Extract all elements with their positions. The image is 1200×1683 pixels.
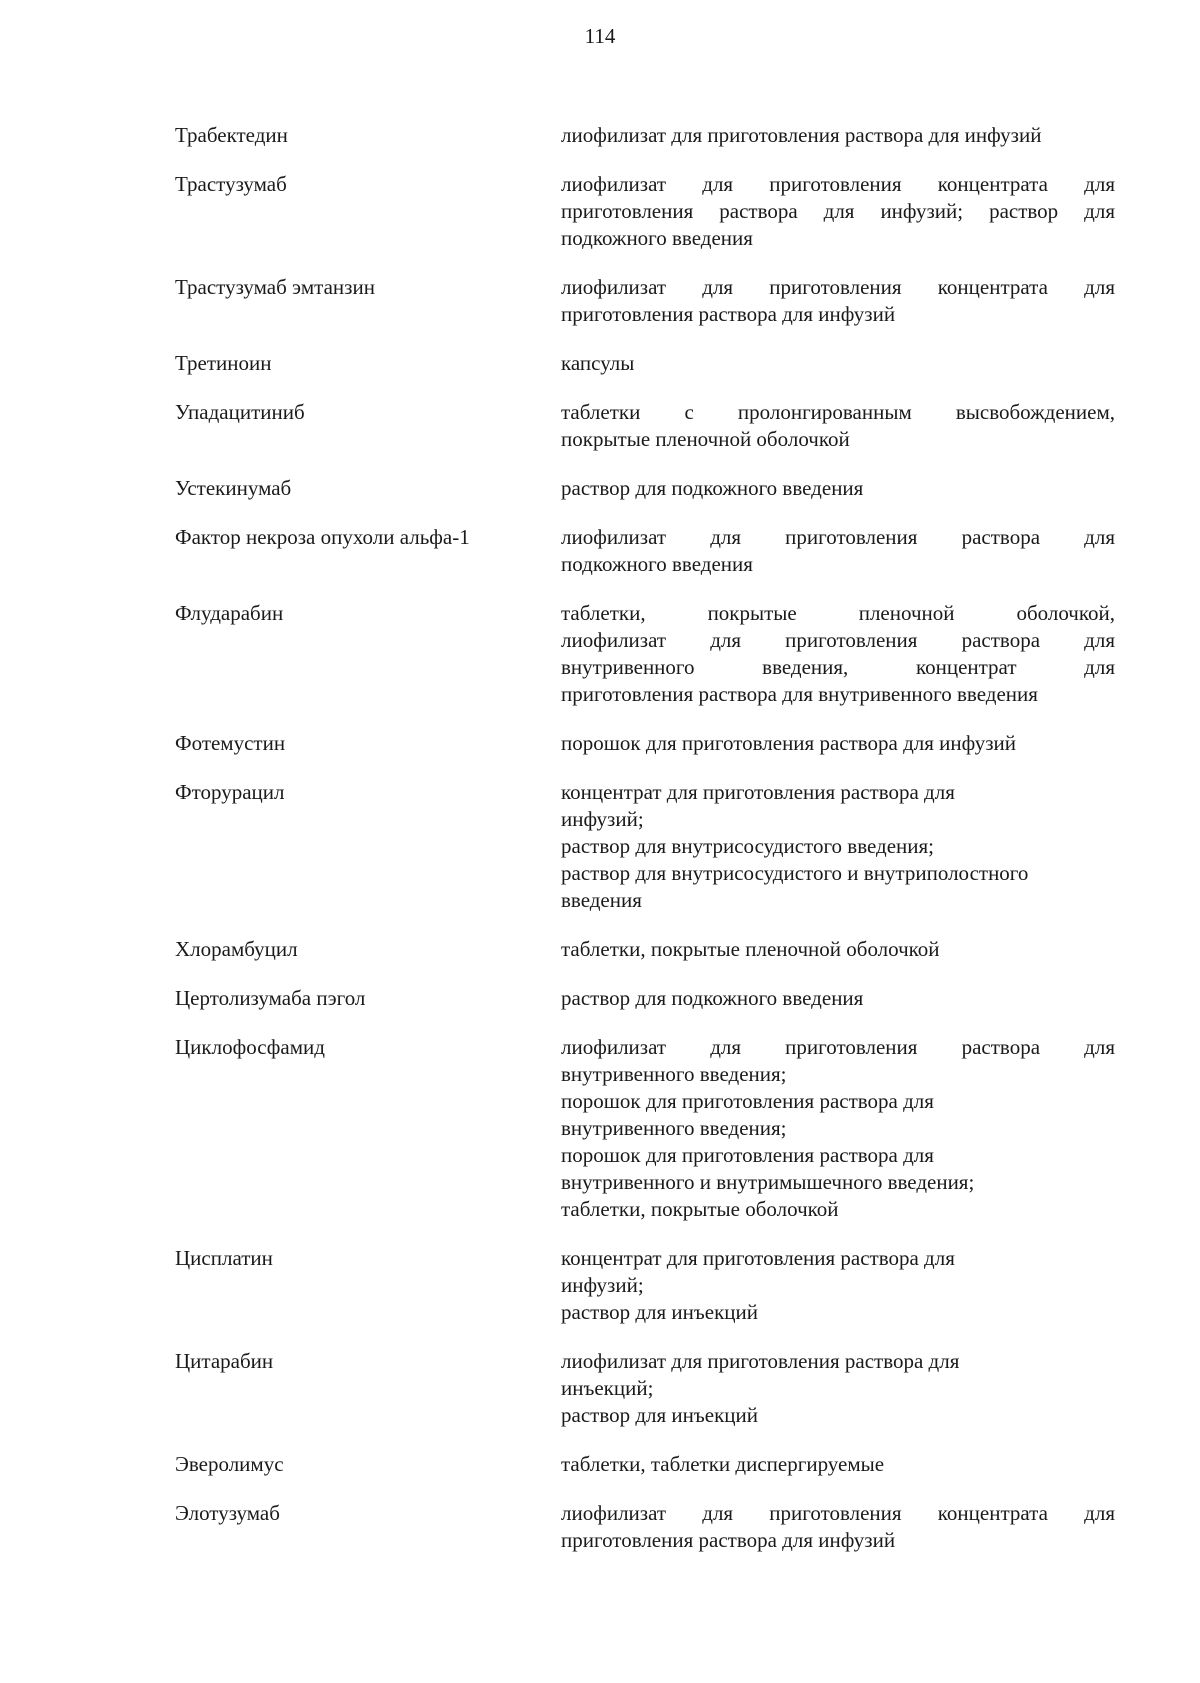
- drug-name: Цертолизумаба пэгол: [175, 986, 366, 1010]
- dosage-form-line: таблетки, покрытые пленочной оболочкой,: [561, 601, 1115, 625]
- drug-name: Цитарабин: [175, 1349, 274, 1373]
- dosage-form-line: инъекций;: [561, 1376, 654, 1400]
- drug-entry: [175, 1245, 1115, 1326]
- drug-name: Хлорамбуцил: [175, 937, 298, 961]
- dosage-form-line: покрытые пленочной оболочкой: [561, 427, 850, 451]
- drug-entry: [175, 274, 1115, 328]
- dosage-form: [561, 1451, 1115, 1478]
- drug-name: Фторурацил: [175, 780, 285, 804]
- dosage-form-line: раствор для подкожного введения: [561, 986, 864, 1010]
- dosage-form-line: таблетки с пролонгированным высвобождением,: [561, 400, 1115, 424]
- drug-entry: [175, 1034, 1115, 1223]
- dosage-form: [561, 1245, 1115, 1326]
- drug-entry: [175, 985, 1115, 1012]
- dosage-form-line: раствор для инъекций: [561, 1300, 758, 1324]
- dosage-form-line: приготовления раствора для инфузий: [561, 1528, 896, 1552]
- dosage-form: [561, 350, 1115, 377]
- dosage-form-line: приготовления раствора для внутривенного введения: [561, 682, 1038, 706]
- drug-name: Флударабин: [175, 601, 284, 625]
- page-number: 114: [584, 24, 616, 48]
- drug-entry: [175, 524, 1115, 578]
- drug-name: Упадацитиниб: [175, 400, 305, 424]
- dosage-form-line: приготовления раствора для инфузий: [561, 302, 896, 326]
- dosage-form-line: лиофилизат для приготовления раствора для: [561, 1349, 960, 1373]
- drug-entry: [175, 475, 1115, 502]
- dosage-form-line: порошок для приготовления раствора для: [561, 1089, 934, 1113]
- dosage-form-line: концентрат для приготовления раствора для: [561, 1246, 955, 1270]
- dosage-form: [561, 122, 1115, 149]
- drug-name: Элотузумаб: [175, 1501, 280, 1525]
- dosage-form: [561, 1034, 1115, 1223]
- dosage-form-line: порошок для приготовления раствора для инфузий: [561, 731, 1017, 755]
- drug-entry: [175, 1451, 1115, 1478]
- drug-entry: [175, 779, 1115, 914]
- dosage-form-line: лиофилизат для приготовления концентрата для: [561, 1501, 1115, 1525]
- drug-name: Эверолимус: [175, 1452, 284, 1476]
- dosage-form: [561, 985, 1115, 1012]
- dosage-form: [561, 779, 1115, 914]
- drug-name: Цисплатин: [175, 1246, 273, 1270]
- dosage-form: [561, 730, 1115, 757]
- dosage-form-line: лиофилизат для приготовления концентрата для: [561, 172, 1115, 196]
- dosage-form: [561, 171, 1115, 252]
- drug-entry: [175, 171, 1115, 252]
- drug-name: Третиноин: [175, 351, 272, 375]
- drug-entry: [175, 1500, 1115, 1554]
- dosage-form-line: инфузий;: [561, 1273, 644, 1297]
- dosage-form-line: подкожного введения: [561, 552, 753, 576]
- dosage-form-line: лиофилизат для приготовления раствора для: [561, 628, 1115, 652]
- dosage-form-line: лиофилизат для приготовления раствора для: [561, 525, 1115, 549]
- drug-entry: [175, 122, 1115, 149]
- drug-name: Фотемустин: [175, 731, 286, 755]
- dosage-form-line: внутривенного и внутримышечного введения;: [561, 1170, 975, 1194]
- drug-name: Циклофосфамид: [175, 1035, 325, 1059]
- drug-entry: [175, 936, 1115, 963]
- drug-entry: [175, 1348, 1115, 1429]
- dosage-form: [561, 524, 1115, 578]
- dosage-form: [561, 1348, 1115, 1429]
- dosage-form-line: инфузий;: [561, 807, 644, 831]
- dosage-form: [561, 274, 1115, 328]
- drug-entry: [175, 600, 1115, 708]
- dosage-form-line: раствор для подкожного введения: [561, 476, 864, 500]
- dosage-form-line: капсулы: [561, 351, 635, 375]
- dosage-form-line: раствор для внутрисосудистого введения;: [561, 834, 935, 858]
- dosage-form-line: лиофилизат для приготовления раствора для: [561, 1035, 1115, 1059]
- dosage-form: [561, 936, 1115, 963]
- drug-name: Трастузумаб: [175, 172, 287, 196]
- drug-name: Фактор некроза опухоли альфа-1: [175, 525, 470, 549]
- drug-entry: [175, 350, 1115, 377]
- dosage-form-line: раствор для инъекций: [561, 1403, 758, 1427]
- dosage-form: [561, 399, 1115, 453]
- dosage-form: [561, 1500, 1115, 1554]
- dosage-form-line: порошок для приготовления раствора для: [561, 1143, 934, 1167]
- dosage-form-line: таблетки, таблетки диспергируемые: [561, 1452, 885, 1476]
- dosage-form: [561, 600, 1115, 708]
- drug-name: Устекинумаб: [175, 476, 292, 500]
- dosage-form: [561, 475, 1115, 502]
- dosage-form-line: лиофилизат для приготовления раствора для инфузий: [561, 123, 1042, 147]
- drug-entry: [175, 730, 1115, 757]
- drug-name: Трастузумаб эмтанзин: [175, 275, 375, 299]
- dosage-form-line: таблетки, покрытые оболочкой: [561, 1197, 839, 1221]
- dosage-form-line: введения: [561, 888, 642, 912]
- drug-list: [175, 122, 1115, 1554]
- dosage-form-line: лиофилизат для приготовления концентрата для: [561, 275, 1115, 299]
- dosage-form-line: концентрат для приготовления раствора для: [561, 780, 955, 804]
- dosage-form-line: подкожного введения: [561, 226, 753, 250]
- dosage-form-line: приготовления раствора для инфузий; раствор для: [561, 199, 1115, 223]
- dosage-form-line: внутривенного введения;: [561, 1116, 787, 1140]
- dosage-form-line: таблетки, покрытые пленочной оболочкой: [561, 937, 940, 961]
- dosage-form-line: раствор для внутрисосудистого и внутриполостного: [561, 861, 1029, 885]
- drug-entry: [175, 399, 1115, 453]
- dosage-form-line: внутривенного введения;: [561, 1062, 787, 1086]
- dosage-form-line: внутривенного введения, концентрат для: [561, 655, 1115, 679]
- drug-name: Трабектедин: [175, 123, 288, 147]
